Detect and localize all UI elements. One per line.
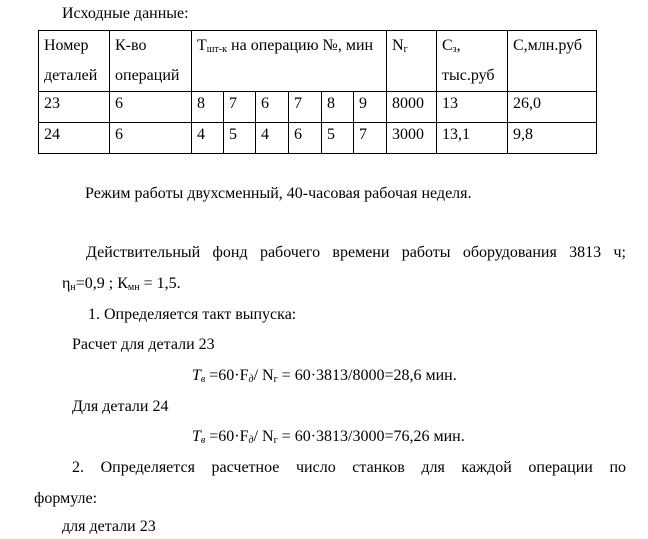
formula-24: $Т_в =60\cdot F_д/$ $N_г = 60\cdot 3813/3000=76,26$ мин. (192, 428, 465, 446)
calc-24-label: Для детали 24 (72, 398, 169, 415)
cell-operation-count: 6 (110, 123, 192, 154)
work-mode-text: Режим работы двухсменный, 40-часовая рабочая неделя. (85, 185, 472, 202)
cell-time: 5 (322, 123, 354, 154)
cell-cost-thousand: 13 (437, 92, 508, 123)
cell-operation-count: 6 (110, 92, 192, 123)
cell-annual-volume: 8000 (387, 92, 437, 123)
table-row (39, 123, 597, 154)
cell-time: 6 (256, 92, 289, 123)
cell-cost-million: 26,0 (508, 92, 597, 123)
cell-time: 8 (192, 92, 224, 123)
cell-part-number: 24 (39, 123, 110, 154)
cell-annual-volume: 3000 (387, 123, 437, 154)
header-annual-volume: $N_г$ (387, 31, 437, 92)
cell-time: 7 (354, 123, 387, 154)
table-row (39, 92, 597, 123)
cell-time: 4 (256, 123, 289, 154)
step-1-text: 1. Определяется такт выпуска: (88, 306, 297, 323)
cell-time: 8 (322, 92, 354, 123)
cell-time: 7 (289, 92, 322, 123)
cell-cost-thousand: 13,1 (437, 123, 508, 154)
source-data-table (38, 30, 597, 154)
header-operation-time: $Т_{шт-к}$ на операцию №, мин (192, 31, 387, 92)
step-2-line-1: 2. Определяется расчетное число станков для каждой операции по (72, 459, 626, 476)
cell-time: 4 (192, 123, 224, 154)
fund-line-1: Действительный фонд рабочего времени работы оборудования 3813 ч; (86, 244, 626, 261)
cell-time: 6 (289, 123, 322, 154)
header-part-number: Номер деталей (39, 31, 110, 92)
table-header-row (39, 31, 597, 92)
header-cost-thousand: $С_з$, тыс.руб (437, 31, 508, 92)
formula-23: $Т_в =60\cdot F_д/$ $N_г = 60\cdot 3813/8000=28,6$ мин. (192, 367, 457, 385)
calc-23-label: Расчет для детали 23 (72, 336, 215, 353)
fund-line-2: $\eta_н=0,9$ ; $К_{мн} = 1,5$. (62, 275, 181, 293)
step-2-line-2: формуле: (34, 490, 98, 507)
header-cost-million: С,млн.руб (508, 31, 597, 92)
header-operation-count: К-во операций (110, 31, 192, 92)
section-heading: Исходные данные: (62, 5, 189, 22)
cell-time: 7 (224, 92, 256, 123)
cell-cost-million: 9,8 (508, 123, 597, 154)
for-part-23-label: для детали 23 (62, 518, 156, 535)
cell-part-number: 23 (39, 92, 110, 123)
cell-time: 5 (224, 123, 256, 154)
cell-time: 9 (354, 92, 387, 123)
